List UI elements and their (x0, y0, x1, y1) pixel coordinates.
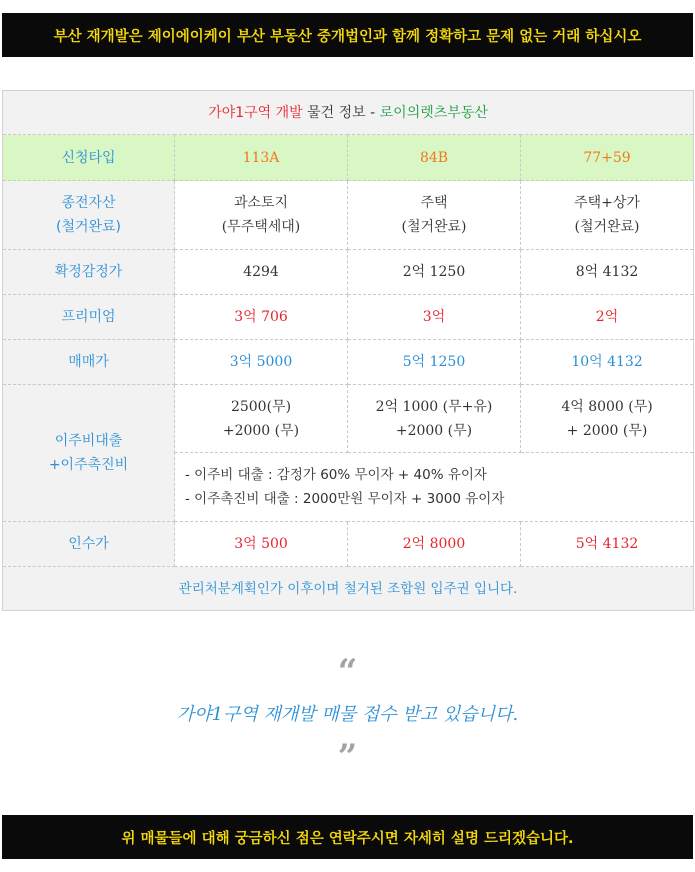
type-label: 신청타입 (3, 135, 175, 181)
acquisition-label: 인수가 (3, 522, 175, 567)
type-value-2: 84B (348, 135, 521, 181)
sale-price-row (3, 340, 694, 385)
loan-value-1 (175, 385, 348, 453)
sale-price-value-3: 10억 4132 (521, 340, 694, 385)
bottom-banner-text: 위 매물들에 대해 궁금하신 점은 연락주시면 자세히 설명 드리겠습니다. (121, 830, 574, 847)
asset-value-2 (348, 181, 521, 250)
loan-value-3-line1: 4억 8000 (무) (561, 398, 653, 415)
loan-row (3, 385, 694, 453)
top-banner (2, 13, 693, 57)
table-title (3, 91, 694, 135)
asset-value-2-line1: 주택 (420, 195, 448, 211)
asset-value-1-line1: 과소토지 (233, 195, 289, 211)
title-part-agency: 로이의렛츠부동산 (379, 104, 488, 121)
sale-price-value-1: 3억 5000 (175, 340, 348, 385)
appraisal-value-2: 2억 1250 (348, 250, 521, 295)
loan-value-2-line2: +2000 (무) (395, 422, 473, 439)
premium-value-2: 3억 (348, 295, 521, 340)
asset-value-3-line2: (철거완료) (574, 219, 640, 235)
asset-value-1 (175, 181, 348, 250)
asset-value-2-line2: (철거완료) (401, 219, 467, 235)
asset-value-1-line2: (무주택세대) (221, 219, 301, 235)
loan-value-2-line1: 2억 1000 (무+유) (375, 398, 493, 415)
footer-note-row (3, 567, 694, 611)
asset-label (3, 181, 175, 250)
property-info-table (2, 90, 694, 611)
type-value-3: 77+59 (521, 135, 694, 181)
appraisal-label: 확정감정가 (3, 250, 175, 295)
open-quote-icon: “ (337, 652, 358, 692)
type-value-1: 113A (175, 135, 348, 181)
asset-row (3, 181, 694, 250)
asset-value-3-line1: 주택+상가 (574, 195, 640, 211)
appraisal-row (3, 250, 694, 295)
asset-value-3 (521, 181, 694, 250)
premium-value-1: 3억 706 (175, 295, 348, 340)
title-part-project: 가야1구역 개발 (208, 104, 303, 121)
asset-label-line1: 종전자산 (61, 195, 116, 211)
loan-value-3 (521, 385, 694, 453)
premium-label: 프리미엄 (3, 295, 175, 340)
appraisal-value-3: 8억 4132 (521, 250, 694, 295)
acquisition-value-3: 5억 4132 (521, 522, 694, 567)
title-part-info: 물건 정보 (307, 104, 366, 121)
loan-value-2 (348, 385, 521, 453)
table-title-row (3, 91, 694, 135)
premium-row (3, 295, 694, 340)
loan-note (175, 453, 694, 522)
quote-text: 가야1구역 재개발 매물 접수 받고 있습니다. (176, 704, 519, 725)
acquisition-value-1: 3억 500 (175, 522, 348, 567)
loan-value-1-line2: +2000 (무) (222, 422, 300, 439)
footer-note: 관리처분계획인가 이후이며 철거된 조합원 입주권 입니다. (3, 567, 694, 611)
sale-price-label: 매매가 (3, 340, 175, 385)
bottom-banner (2, 815, 693, 859)
loan-value-1-line1: 2500(무) (230, 398, 292, 415)
appraisal-value-1: 4294 (175, 250, 348, 295)
type-row (3, 135, 694, 181)
loan-label-line1: 이주비대출 (54, 433, 123, 449)
premium-value-3: 2억 (521, 295, 694, 340)
acquisition-value-2: 2억 8000 (348, 522, 521, 567)
loan-label-line2: +이주촉진비 (48, 457, 129, 473)
sale-price-value-2: 5억 1250 (348, 340, 521, 385)
loan-note-line1: - 이주비 대출 : 감정가 60% 무이자 + 40% 유이자 (185, 467, 487, 483)
loan-value-3-line2: + 2000 (무) (566, 422, 648, 439)
top-banner-text: 부산 재개발은 제이에이케이 부산 부동산 중개법인과 함께 정확하고 문제 없는 거래 하십시오 (53, 28, 642, 45)
title-separator: - (365, 104, 380, 121)
asset-label-line2: (철거완료) (55, 219, 122, 235)
loan-note-line2: - 이주촉진비 대출 : 2000만원 무이자 + 3000 유이자 (185, 491, 505, 507)
close-quote-icon: ” (337, 737, 358, 777)
loan-label (3, 385, 175, 522)
acquisition-row (3, 522, 694, 567)
